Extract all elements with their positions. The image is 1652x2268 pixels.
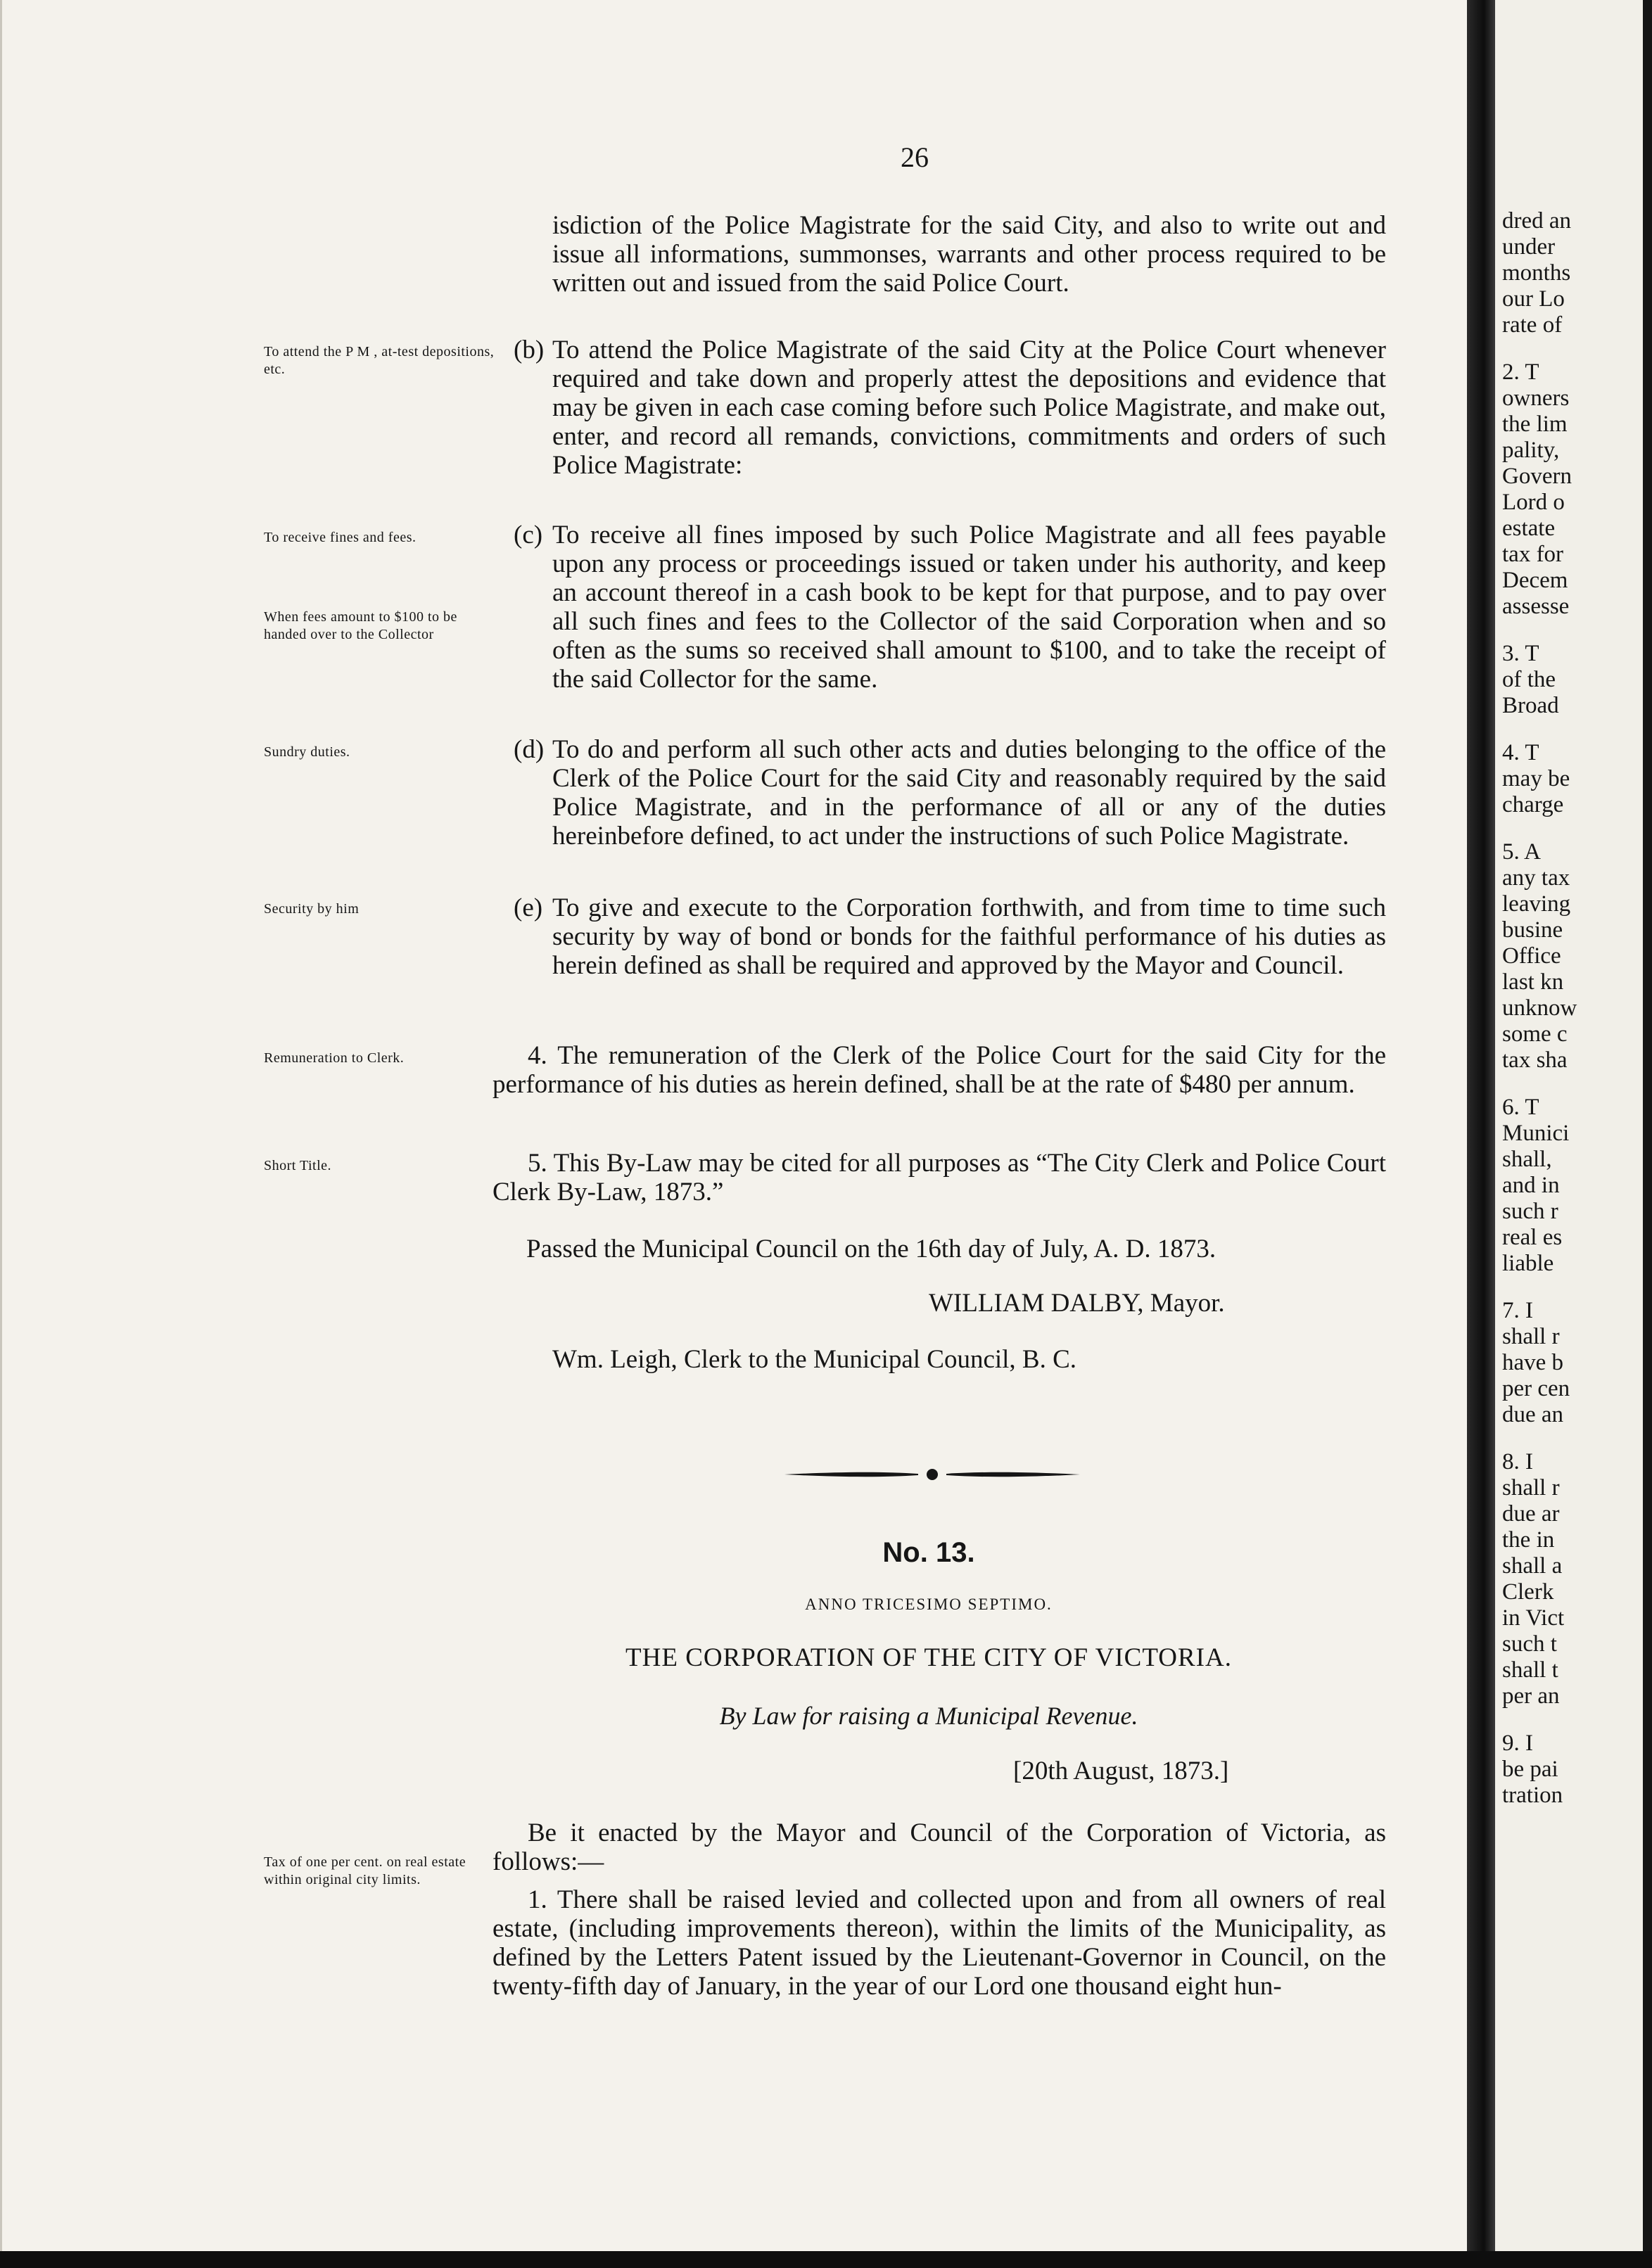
facing-page-line: Munici — [1502, 1121, 1570, 1146]
bylaw-title: By Law for raising a Municipal Revenue. — [719, 1702, 1138, 1730]
facing-page-line: 4. T — [1502, 740, 1539, 765]
facing-page-line: unknow — [1502, 995, 1577, 1021]
facing-page-line: Decem — [1502, 568, 1568, 593]
facing-page-line: tration — [1502, 1783, 1563, 1808]
page-number: 26 — [901, 141, 929, 173]
facing-page-line: per cen — [1502, 1376, 1570, 1401]
facing-page-line: have b — [1502, 1350, 1564, 1375]
facing-page-line: charge — [1502, 792, 1564, 817]
facing-page-line: rate of — [1502, 312, 1563, 338]
facing-page-line: assesse — [1502, 594, 1570, 619]
margin-note-sundry: Sundry duties. — [264, 744, 350, 760]
book-gutter — [1467, 0, 1495, 2268]
facing-page-line: busine — [1502, 917, 1563, 943]
facing-page-line: shall a — [1502, 1553, 1563, 1579]
clause-d — [514, 735, 1386, 850]
enacting-clause: Be it enacted by the Mayor and Council of the Corporation of Victoria, as follows:— — [493, 1818, 1386, 1876]
facing-page-line: 8. I — [1502, 1449, 1533, 1474]
facing-page-line: 5. A — [1502, 839, 1542, 865]
facing-page-line: of the — [1502, 667, 1556, 692]
facing-page-line: 9. I — [1502, 1731, 1533, 1756]
facing-page-line: be pai — [1502, 1757, 1558, 1782]
facing-page-line: 7. I — [1502, 1298, 1533, 1323]
facing-page-line: months — [1502, 260, 1571, 286]
facing-page-line: tax sha — [1502, 1047, 1568, 1073]
bylaw13-section-1: 1. There shall be raised levied and collected upon and from all owners of real estate, (including improvements thereon), within the limits of the Municipality, as defined by the Letters Patent issued by the Lieutenant-Governor in Council, on the twenty-fifth day of January, in the year of our Lord one thousand eight hun- — [493, 1885, 1386, 2001]
facing-page-line: such r — [1502, 1199, 1558, 1224]
facing-page-line: any tax — [1502, 865, 1570, 891]
margin-note-short-title: Short Title. — [264, 1158, 332, 1173]
ornamental-divider — [784, 1467, 1080, 1482]
facing-page — [1495, 0, 1643, 2268]
facing-page-line: the in — [1502, 1527, 1555, 1553]
facing-page-line: Govern — [1502, 464, 1572, 489]
facing-page-line: due an — [1502, 1402, 1564, 1427]
bylaw-number: No. 13. — [882, 1537, 975, 1568]
clause-b-label: (b) — [514, 336, 545, 364]
clerk-signature: Wm. Leigh, Clerk to the Municipal Council, B. C. — [552, 1345, 1077, 1374]
margin-note-receive-fines: To receive fines and fees. — [264, 530, 417, 545]
facing-page-line: Clerk — [1502, 1579, 1554, 1605]
facing-page-line: pality, — [1502, 438, 1560, 463]
clause-c — [514, 521, 1386, 694]
facing-page-line: such t — [1502, 1631, 1557, 1657]
clause-e-label: (e) — [514, 893, 543, 922]
facing-page-line: some c — [1502, 1021, 1568, 1047]
section-5: 5. This By-Law may be cited for all purposes as “The City Clerk and Police Court Clerk By-Law, 1873.” — [493, 1149, 1386, 1206]
facing-page-line: due ar — [1502, 1501, 1560, 1527]
facing-page-line: Lord o — [1502, 490, 1565, 515]
passed-line: Passed the Municipal Council on the 16th day of July, A. D. 1873. — [526, 1235, 1216, 1263]
clause-c-label: (c) — [514, 521, 543, 549]
mayor-signature: WILLIAM DALBY, Mayor. — [929, 1289, 1225, 1318]
facing-page-line: real es — [1502, 1225, 1563, 1250]
facing-page-line: 2. T — [1502, 359, 1539, 385]
facing-page-line: Office — [1502, 943, 1561, 969]
facing-page-line: Broad — [1502, 693, 1559, 718]
continuation-paragraph: isdiction of the Police Magistrate for the said City, and also to write out and issue all informations, summonses, warrants and other process required to be written out and issued from the said Police Court. — [552, 211, 1386, 298]
facing-page-line: under — [1502, 234, 1556, 260]
facing-page-line: estate — [1502, 516, 1556, 541]
clause-d-text: To do and perform all such other acts and duties belonging to the office of the Clerk of the Police Court for the said City and reasonably required by the said Police Magistrate, and in the performance of all or any of the duties hereinbefore defined, to act under the instructions of such Police Magistrate. — [552, 735, 1386, 850]
margin-note-fees-amount: When fees amount to $100 to be handed over to the Collector — [264, 609, 457, 642]
facing-page-line: dred an — [1502, 208, 1572, 234]
facing-page-line: liable — [1502, 1251, 1554, 1276]
clause-e-text: To give and execute to the Corporation forthwith, and from time to time such security by way of bond or bonds for the faithful performance of his duties as herein defined as shall be required and approved by the Mayor and Council. — [552, 893, 1386, 980]
facing-page-line: per an — [1502, 1683, 1560, 1709]
clause-b-text: To attend the Police Magistrate of the said City at the Police Court whenever required and take down and properly attest the depositions and evidence that may be given in each case coming before such Police Magistrate, and make out, enter, and record all remands, convictions, commitments and orders of such Police Magistrate: — [552, 336, 1386, 480]
facing-page-line: and in — [1502, 1173, 1560, 1198]
facing-page-line: our Lo — [1502, 286, 1565, 312]
clause-d-label: (d) — [514, 735, 545, 764]
facing-page-line: shall t — [1502, 1657, 1558, 1683]
facing-page-line: 3. T — [1502, 641, 1539, 666]
right-page-edge — [1643, 0, 1652, 2268]
facing-page-line: shall r — [1502, 1324, 1560, 1349]
clause-e — [514, 893, 1386, 980]
section-4: 4. The remuneration of the Clerk of the Police Court for the said City for the performance of his duties as herein defined, shall be at the rate of $480 per annum. — [493, 1041, 1386, 1099]
facing-page-line: 6. T — [1502, 1095, 1539, 1120]
margin-note-attend: To attend the P M , at-test depositions, etc. — [264, 344, 495, 377]
left-page-edge — [0, 0, 2, 2268]
margin-note-remuneration: Remuneration to Clerk. — [264, 1050, 405, 1066]
facing-page-line: shall, — [1502, 1147, 1552, 1172]
anno-line: ANNO TRICESIMO SEPTIMO. — [805, 1595, 1053, 1613]
facing-page-line: shall r — [1502, 1475, 1560, 1501]
corporation-heading: THE CORPORATION OF THE CITY OF VICTORIA. — [625, 1643, 1232, 1672]
facing-page-line: leaving — [1502, 891, 1571, 917]
clause-c-text: To receive all fines imposed by such Police Magistrate and all fees payable upon any process or proceedings issued or taken under his authority, and keep an account thereof in a cash book to be kept for that purpose, and to pay over all such fines and fees to the Collector of the said Corporation when and so often as the sums so received shall amount to $100, and to take the receipt of the said Collector for the same. — [552, 521, 1386, 694]
facing-page-line: tax for — [1502, 542, 1564, 567]
facing-page-line: the lim — [1502, 412, 1568, 437]
bylaw-date: [20th August, 1873.] — [1013, 1757, 1229, 1785]
margin-note-security: Security by him — [264, 901, 360, 917]
bottom-page-edge — [0, 2251, 1652, 2268]
facing-page-line: last kn — [1502, 969, 1564, 995]
facing-page-line: may be — [1502, 766, 1570, 791]
facing-page-line: owners — [1502, 386, 1570, 411]
facing-page-line: in Vict — [1502, 1605, 1565, 1631]
clause-b — [514, 336, 1386, 480]
margin-note-tax: Tax of one per cent. on real estate within original city limits. — [264, 1854, 466, 1887]
